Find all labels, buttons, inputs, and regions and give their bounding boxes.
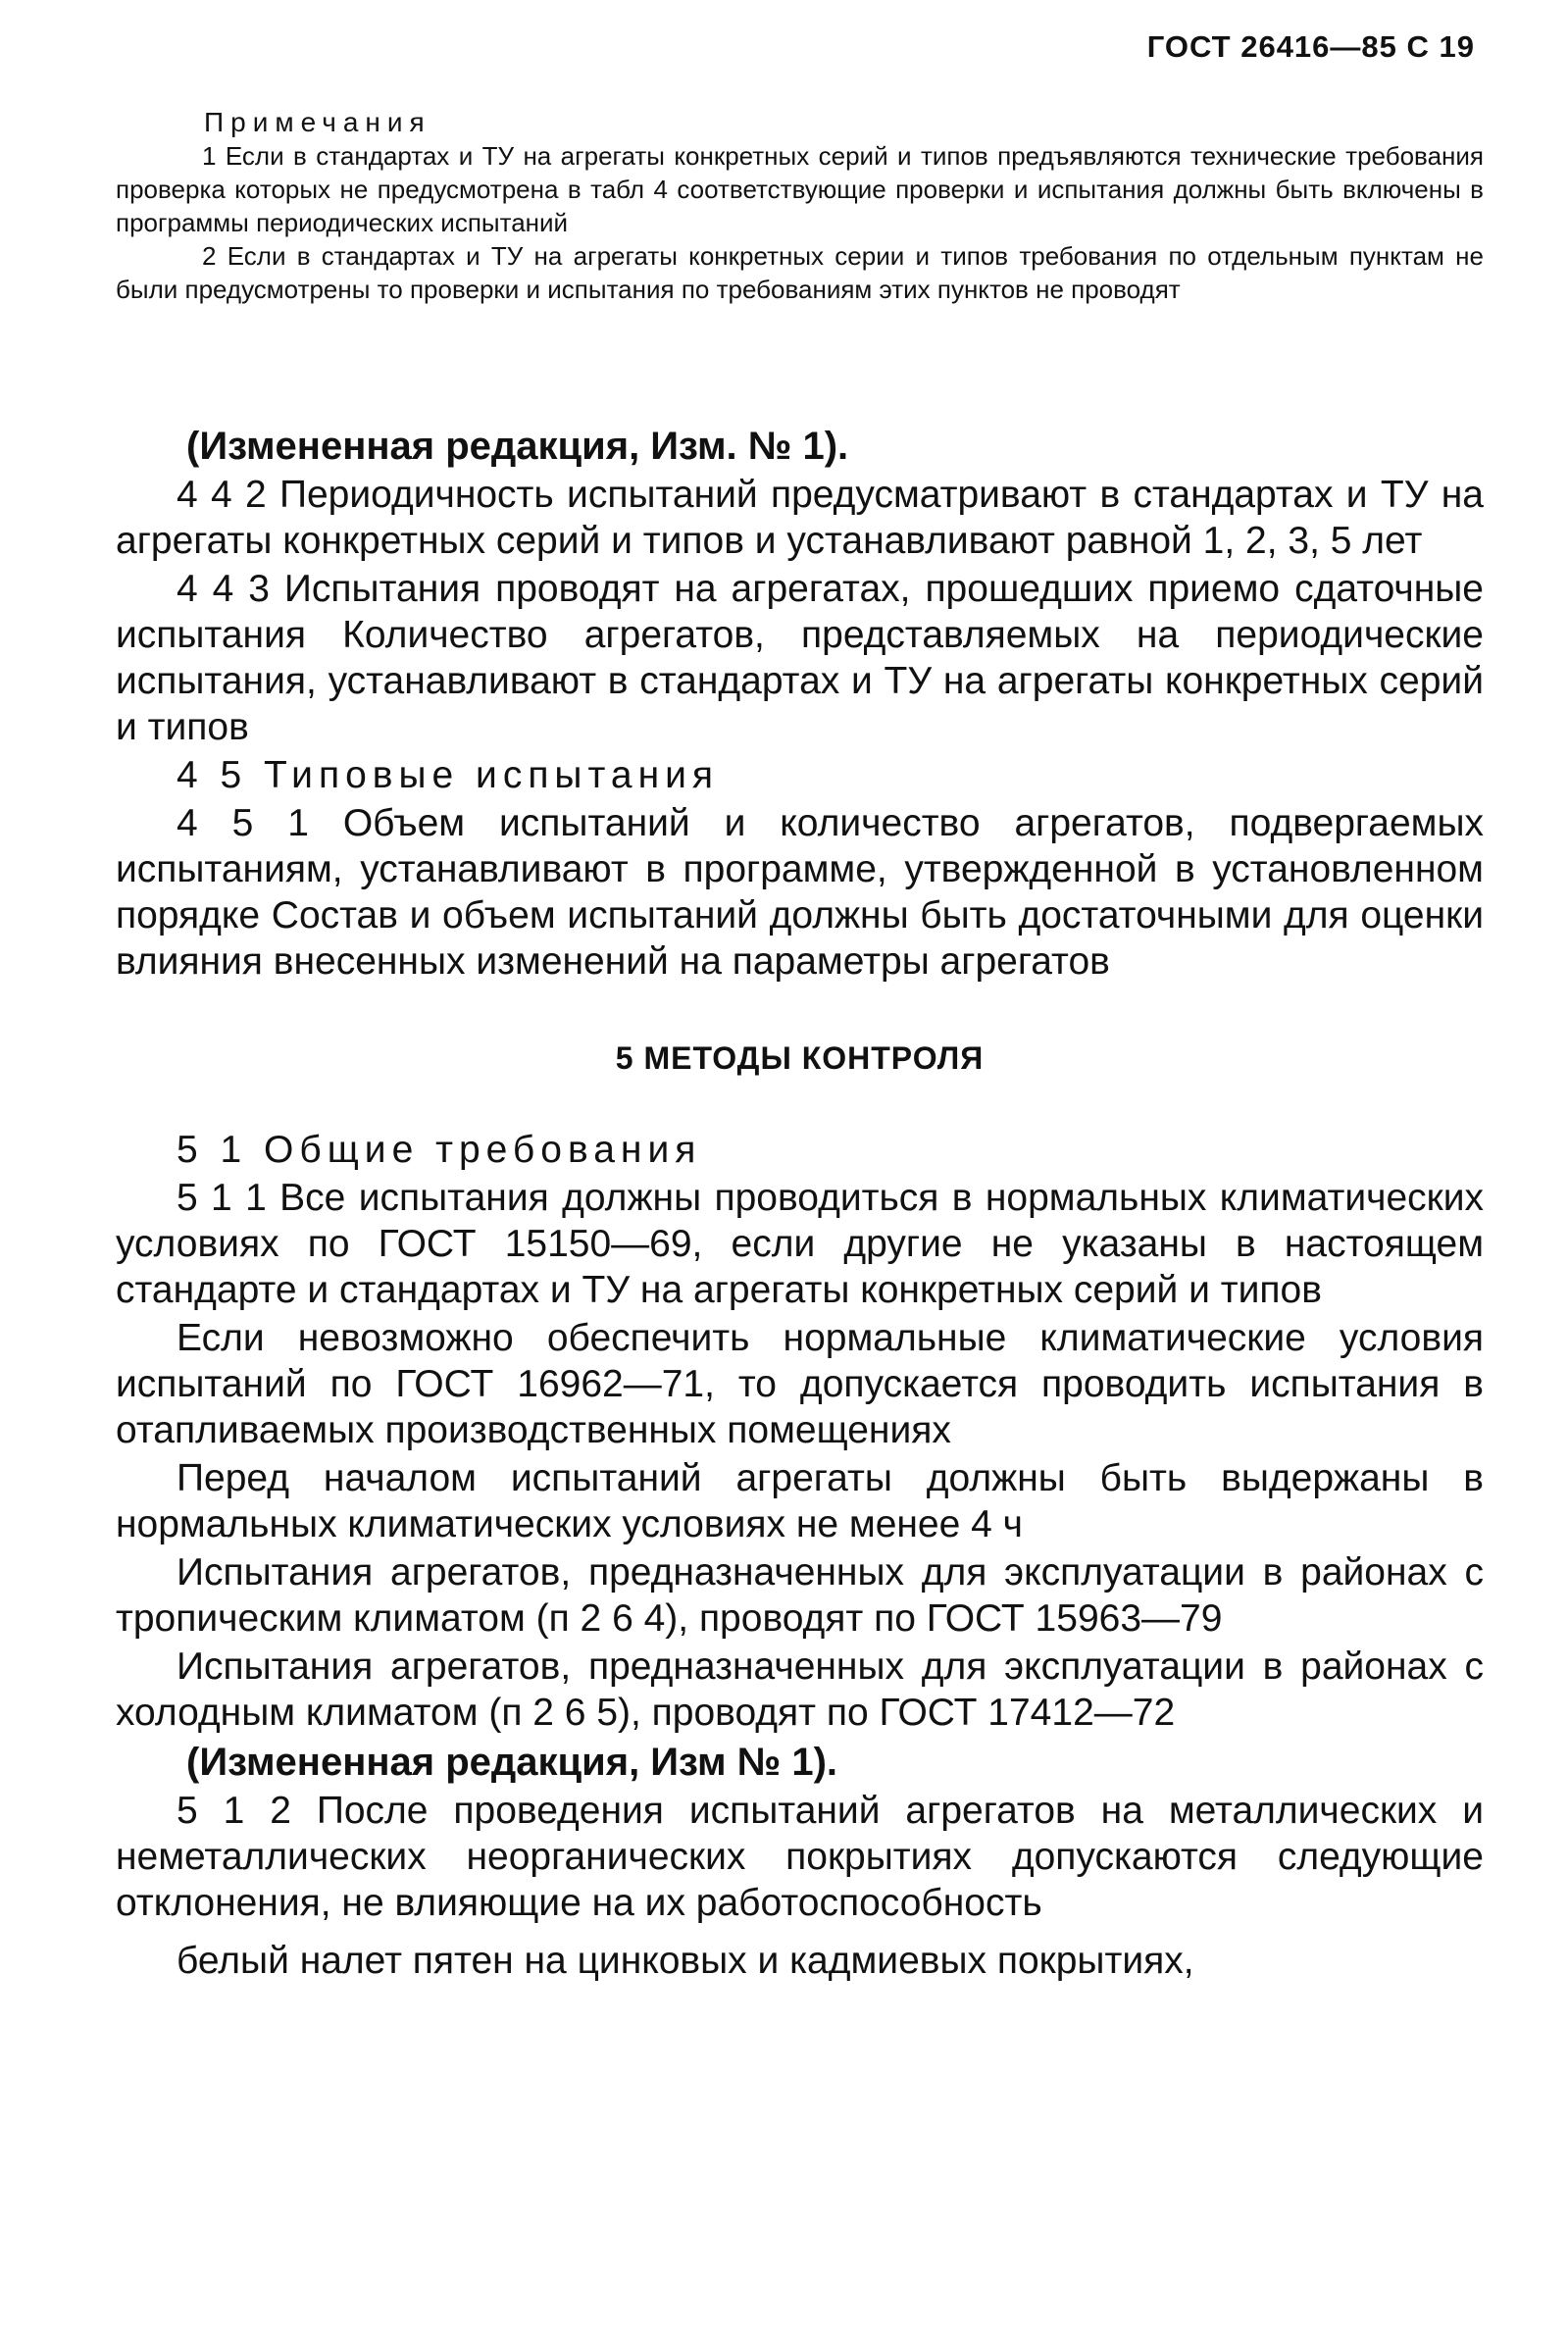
- paragraph-5-1-1-d: Испытания агрегатов, предназначенных для эксплуатации в районах с тропическим климатом (п 2 6 4), проводят по ГОСТ 15963—79: [116, 1551, 1484, 1640]
- paragraph-5-1-2-b: белый налет пятен на цинковых и кадмиевых покрытиях,: [177, 1940, 1194, 1982]
- amendment-note: (Измененная редакция, Изм № 1).: [186, 1741, 838, 1784]
- note-item: 2 Если в стандартах и ТУ на агрегаты конкретных серии и типов требования по отдельным пунктам не были предусмотрены то проверки и испытания по требованиям этих пунктов не проводят: [116, 241, 1484, 304]
- note-item: 1 Если в стандартах и ТУ на агрегаты конкретных серий и типов предъявляются технические требования проверка которых не предусмотрена в табл 4 соответствующие проверки и испытания должны быть включены в программы периодических испытаний: [116, 141, 1484, 237]
- amendment-note: (Измененная редакция, Изм. № 1).: [186, 425, 849, 468]
- paragraph-4-4-3: 4 4 3 Испытания проводят на агрегатах, прошедших приемо сдаточные испытания Количество агрегатов, представляемых на периодические испытания, устанавливают в стандартах и ТУ на агрегаты конкретных серий и типов: [116, 568, 1484, 748]
- subsection-heading-4-5: 4 5 Типовые испытания: [177, 754, 720, 796]
- paragraph-4-5-1: 4 5 1 Объем испытаний и количество агрегатов, подвергаемых испытаниям, устанавливают в программе, утвержденной в установленном порядке Состав и объем испытаний должны быть достаточными для оценки влияния внесенных изменений на параметры агрегатов: [116, 802, 1484, 983]
- paragraph-4-4-2: 4 4 2 Периодичность испытаний предусматривают в стандартах и ТУ на агрегаты конкретных серий и типов и устанавливают равной 1, 2, 3, 5 лет: [116, 474, 1484, 562]
- chapter-heading-5: 5 МЕТОДЫ КОНТРОЛЯ: [615, 1040, 985, 1076]
- paragraph-5-1-1-b: Если невозможно обеспечить нормальные климатические условия испытаний по ГОСТ 16962—71, то допускается проводить испытания в отапливаемых производственных помещениях: [116, 1317, 1484, 1451]
- page-header: ГОСТ 26416—85 С 19: [1146, 29, 1475, 64]
- notes-block: [116, 106, 1484, 306]
- notes-title: Примечания: [204, 107, 431, 137]
- paragraph-5-1-1-e: Испытания агрегатов, предназначенных для эксплуатации в районах с холодным климатом (п 2 6 5), проводят по ГОСТ 17412—72: [116, 1645, 1484, 1734]
- paragraph-5-1-1-c: Перед началом испытаний агрегаты должны быть выдержаны в нормальных климатических условиях не менее 4 ч: [116, 1457, 1484, 1545]
- paragraph-5-1-1: 5 1 1 Все испытания должны проводиться в нормальных климатических условиях по ГОСТ 15150—69, если другие не указаны в настоящем стандарте и стандартах и ТУ на агрегаты конкретных серий и типов: [116, 1177, 1484, 1311]
- body-text: [116, 420, 1484, 1986]
- subsection-heading-5-1: 5 1 Общие требования: [177, 1129, 702, 1171]
- paragraph-5-1-2: 5 1 2 После проведения испытаний агрегатов на металлических и неметаллических неорганических покрытиях допускаются следующие отклонения, не влияющие на их работоспособность: [116, 1790, 1484, 1924]
